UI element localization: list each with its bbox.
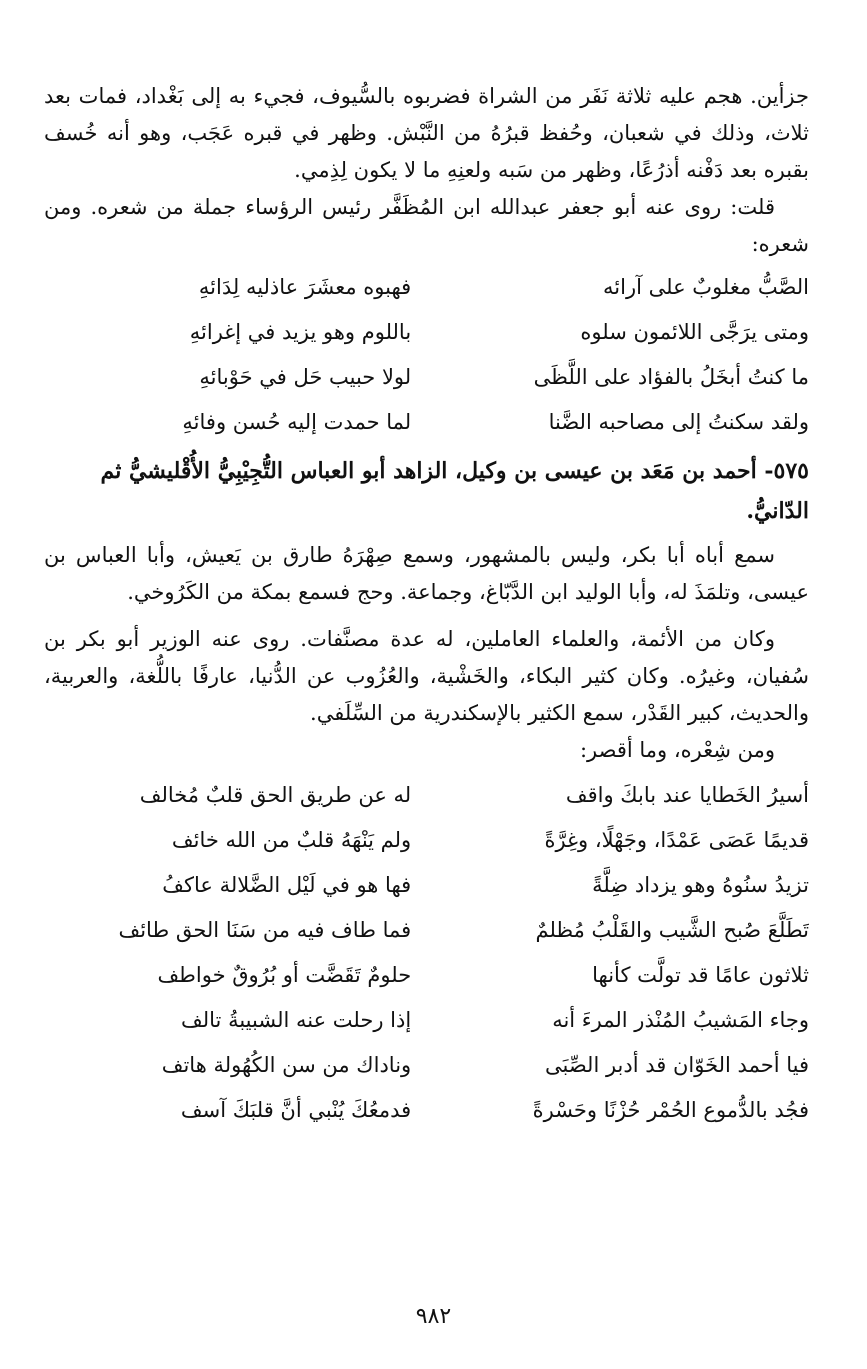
verse-line <box>44 355 809 400</box>
verse-first-hemistich: قديمًا عَصَى عَمْدًا، وجَهْلًا، وغِرَّةً <box>544 828 809 852</box>
verse-first-hemistich: وجاء المَشيبُ المُنْذر المرءَ أنه <box>552 1008 809 1032</box>
poem-2 <box>44 773 809 1133</box>
verse-second-hemistich: فدمعُكَ يُنْبي أنَّ قلبَكَ آسف <box>180 1098 412 1122</box>
verse-first-hemistich: ولقد سكنتُ إلى مصاحبه الضَّنا <box>548 410 809 434</box>
verse-line <box>44 998 809 1043</box>
verse-first-hemistich: ما كنتُ أبخَلُ بالفؤاد على اللَّظَى <box>533 365 809 389</box>
verse-second-hemistich: لولا حبيب حَل في حَوْبائهِ <box>199 365 412 389</box>
verse-second-hemistich: وناداك من سن الكُهُولة هاتف <box>161 1053 412 1077</box>
verse-line <box>44 773 809 818</box>
paragraph-continuation: جزأين. هجم عليه ثلاثة نَفَر من الشراة فضربوه بالسُّيوف، فجيء به إلى بَغْداد، فمات بعد ثلاث، وذلك في شعبان، وحُفظ قبرُهُ من النَّبْش. وظهر في قبره عَجَب، وهو أنه خُسف بقبره بعد دَفْنه أذرُعًا، وظهر من سَبه ولعنِهِ ما لا يكون لِذِمي. <box>44 84 809 182</box>
verse-line <box>44 310 809 355</box>
verse-first-hemistich: ومتى يرَجَّى اللائمون سلوه <box>580 320 809 344</box>
page-number: ٩٨٢ <box>415 1304 452 1329</box>
verse-first-hemistich: فيا أحمد الخَوّان قد أدبر الصِّبَى <box>545 1053 809 1077</box>
verse-line <box>44 953 809 998</box>
verse-second-hemistich: ولم يَنْهَهُ قلبٌ من الله خائف <box>171 828 412 852</box>
verse-second-hemistich: فها هو في لَيْل الضَّلالة عاكفُ <box>162 873 412 897</box>
verse-second-hemistich: حلومٌ تَقَضَّت أو بُرُوقٌ خواطف <box>157 963 412 987</box>
verse-second-hemistich: له عن طريق الحق قلبٌ مُخالف <box>139 783 412 807</box>
verse-second-hemistich: فهبوه معشَرَ عاذليه لِدَائهِ <box>198 275 412 299</box>
paragraph-poem-intro: ومن شِعْره، وما أقصر: <box>579 738 775 762</box>
verse-line <box>44 908 809 953</box>
verse-line <box>44 1043 809 1088</box>
verse-second-hemistich: لما حمدت إليه حُسن وفائهِ <box>182 410 412 434</box>
verse-first-hemistich: تزيدُ سنُوهُ وهو يزداد ضِلَّةً <box>592 873 809 897</box>
verse-second-hemistich: باللوم وهو يزيد في إغرائهِ <box>189 320 412 344</box>
paragraph-note: قلت: روى عنه أبو جعفر عبدالله ابن المُظَفَّر رئيس الرؤساء جملة من شعره. ومن شعره: <box>44 195 809 256</box>
verse-second-hemistich: إذا رحلت عنه الشبيبةُ تالف <box>181 1008 412 1032</box>
verse-first-hemistich: فجُد بالدُّموع الحُمْر حُزْنًا وحَسْرةً <box>532 1098 809 1122</box>
verse-line <box>44 863 809 908</box>
verse-second-hemistich: فما طاف فيه من سَنَا الحق طائف <box>118 918 412 942</box>
entry-heading: ٥٧٥- أحمد بن مَعَد بن عيسى بن وكيل، الزاهد أبو العباس التُّجِيْبِيُّ الأُقْليشيُّ ثم الدّانيُّ. <box>100 458 809 524</box>
paragraph-biography: سمع أباه أبا بكر، وليس بالمشهور، وسمع صِهْرَهُ طارق بن يَعيش، وأبا العباس بن عيسى، وتلمَذَ له، وأبا الوليد ابن الدَّبّاغ، وجماعة. وحج فسمع بمكة من الكَرُوخي. <box>44 543 809 604</box>
verse-line <box>44 400 809 445</box>
verse-line <box>44 818 809 863</box>
verse-first-hemistich: ثلاثون عامًا قد تولَّت كأنها <box>592 963 809 987</box>
poem-1 <box>44 265 809 445</box>
verse-first-hemistich: تَطَلَّعَ صُبح الشَّيب والقَلْبُ مُظلمٌ <box>535 918 809 942</box>
verse-first-hemistich: أسيرُ الخَطايا عند بابكَ واقف <box>565 783 809 807</box>
verse-first-hemistich: الصَّبُّ مغلوبٌ على آرائه <box>603 275 809 299</box>
paragraph-description: وكان من الأئمة، والعلماء العاملين، له عدة مصنَّفات. روى عنه الوزير أبو بكر بن سُفيان، وغيرُه. وكان كثير البكاء، والخَشْية، والعُزُوب عن الدُّنيا، عارفًا باللُّغة، والعربية، والحديث، كبير القَدْر، سمع الكثير بالإسكندرية من السِّلَفي. <box>44 627 809 725</box>
verse-line <box>44 265 809 310</box>
verse-line <box>44 1088 809 1133</box>
